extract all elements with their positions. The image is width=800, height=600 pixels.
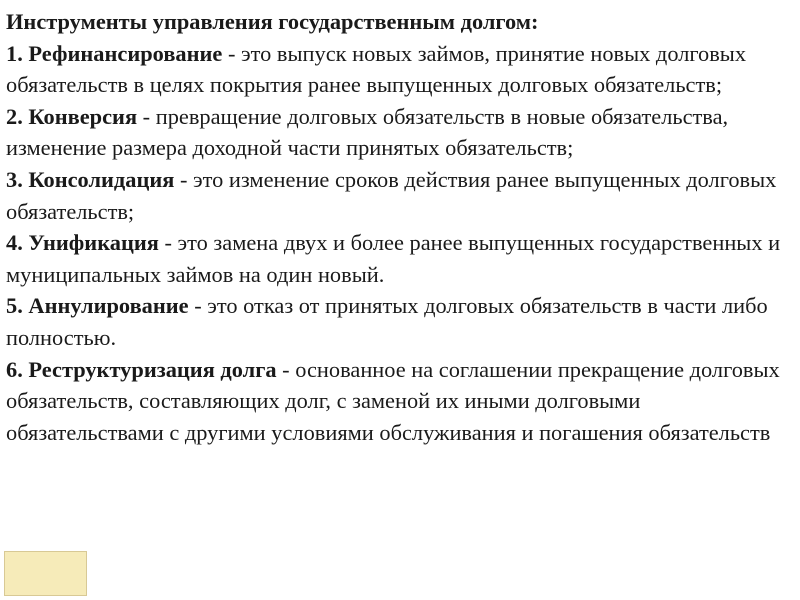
list-item-annulment bbox=[6, 290, 790, 353]
item-number: 3. bbox=[6, 166, 23, 192]
item-number: 2. bbox=[6, 103, 23, 129]
item-term bbox=[6, 167, 174, 192]
slide-text-body bbox=[6, 6, 790, 448]
item-definition: - это отказ от принятых долговых обязательств в части либо полностью. bbox=[6, 293, 768, 350]
list-item-unification bbox=[6, 227, 790, 290]
item-term-label: Реструктуризация долга bbox=[28, 356, 277, 382]
item-term-label: Унификация bbox=[28, 230, 159, 256]
item-term bbox=[6, 293, 189, 318]
item-term-label: Аннулирование bbox=[28, 293, 189, 319]
item-number: 1. bbox=[6, 40, 23, 66]
list-item-consolidation bbox=[6, 164, 790, 227]
item-definition: - это изменение сроков действия ранее выпущенных долговых обязательств; bbox=[6, 166, 777, 224]
item-term-label: Рефинансирование bbox=[28, 40, 223, 66]
item-number: 5. bbox=[6, 293, 23, 319]
item-number: 4. bbox=[6, 230, 23, 256]
item-term bbox=[6, 357, 277, 382]
list-item-refinancing bbox=[6, 38, 790, 101]
list-item-conversion bbox=[6, 101, 790, 164]
item-term bbox=[6, 104, 137, 129]
item-term-label: Конверсия bbox=[28, 103, 138, 129]
item-definition: - это выпуск новых займов, принятие новых долговых обязательств в целях покрытия ранее выпущенных долговых обязательств; bbox=[6, 40, 747, 98]
slide-title: Инструменты управления государственным долгом: bbox=[6, 9, 539, 34]
item-number: 6. bbox=[6, 356, 23, 382]
item-definition: - основанное на соглашении прекращение долговых обязательств, составляющих долг, с заменой их иными долговыми обязательствами с другими условиями обслуживания и погашения обязательств bbox=[6, 356, 780, 445]
item-definition: - превращение долговых обязательств в новые обязательства, изменение размера доходной части принятых обязательств; bbox=[6, 103, 729, 161]
decorative-box bbox=[4, 551, 87, 596]
list-item-restructuring bbox=[6, 354, 790, 449]
item-term-label: Консолидация bbox=[28, 166, 175, 192]
item-definition: - это замена двух и более ранее выпущенных государственных и муниципальных займов на один новый. bbox=[6, 230, 781, 287]
item-term bbox=[6, 41, 222, 66]
item-term bbox=[6, 230, 159, 255]
